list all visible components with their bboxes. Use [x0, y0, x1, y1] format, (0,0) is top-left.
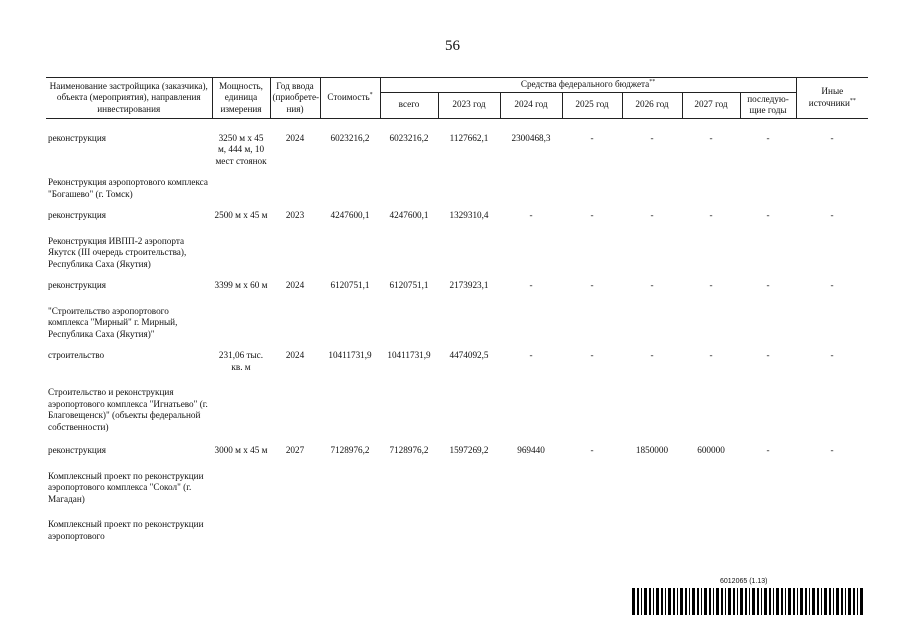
cell-y2023: 1329310,4 [449, 210, 489, 220]
cell-capacity: 3250 м х 45 м, 444 м, 10 мест стоянок [215, 132, 267, 166]
cell-capacity: 3000 м х 45 м [214, 445, 268, 455]
header-2026: 2026 год [622, 92, 682, 118]
cell-y2025: - [590, 445, 594, 455]
cell-cost: 6023216,2 [330, 132, 370, 143]
header-capacity: Мощность, единица измерения [212, 78, 270, 119]
cell-y2025: - [590, 132, 594, 143]
header-cost: Стоимость* [320, 78, 380, 119]
table-row-title [46, 519, 868, 542]
cell-y2026: 1850000 [635, 445, 669, 455]
header-later: последую- щие годы [740, 92, 796, 118]
cell-total: 10411731,9 [387, 350, 431, 360]
header-2024: 2024 год [500, 92, 562, 118]
cell-y2025: - [590, 350, 594, 360]
cell-later: - [766, 132, 770, 143]
cell-later: - [766, 280, 770, 290]
object-title: Комплексный проект по реконструкции аэропортового [48, 519, 204, 541]
cell-capacity: 2500 м х 45 м [214, 210, 268, 220]
cell-y2025: - [590, 280, 594, 290]
cell-name: строительство [48, 350, 105, 360]
cell-y2024: 2300468,3 [511, 132, 551, 143]
cell-y2023: 2173923,1 [449, 280, 489, 290]
cell-y2027: - [709, 350, 713, 360]
cell-y2023: 1127662,1 [449, 132, 489, 143]
cell-y2024: 969440 [517, 445, 545, 455]
cell-capacity: 3399 м х 60 м [214, 280, 268, 290]
cell-total: 6023216,2 [389, 132, 429, 143]
object-title: Реконструкция аэропортового комплекса "Богашево" (г. Томск) [48, 177, 208, 199]
cell-capacity: 231,06 тыс. кв. м [218, 350, 264, 372]
cell-year: 2024 [285, 280, 305, 290]
header-other: Иные источники** [796, 78, 868, 119]
object-title: Комплексный проект по реконструкции аэропортового комплекса "Сокол" (г. Магадан) [48, 470, 204, 504]
header-year: Год ввода (приобрете- ния) [270, 78, 320, 119]
cell-year: 2027 [285, 445, 305, 455]
cell-y2023: 4474092,5 [449, 350, 489, 360]
cell-y2024: - [529, 280, 533, 290]
header-2025: 2025 год [562, 92, 622, 118]
cell-year: 2024 [285, 132, 305, 143]
barcode-label: 6012065 (1.13) [720, 578, 768, 585]
table-row [46, 133, 868, 168]
cell-y2026: - [650, 350, 654, 360]
cell-y2025: - [590, 210, 594, 220]
cell-y2027: - [709, 280, 713, 290]
cell-y2027: 600000 [697, 445, 725, 455]
cell-cost: 10411731,9 [328, 350, 372, 360]
header-federal-budget: Средства федерального бюджета** [380, 78, 796, 93]
cell-y2026: - [650, 280, 654, 290]
cell-y2027: - [709, 132, 713, 143]
cell-y2023: 1597269,2 [449, 445, 489, 455]
cell-y2027: - [709, 210, 713, 220]
cell-y2024: - [529, 350, 533, 360]
object-title: Строительство и реконструкция аэропортового комплекса "Игнатьево" (г. Благовещенск)" (объекты федеральной собственности) [48, 387, 208, 432]
cell-total: 7128976,2 [389, 445, 429, 455]
cell-cost: 6120751,1 [330, 280, 370, 290]
cell-y2024: - [529, 210, 533, 220]
cell-other: - [830, 350, 834, 360]
cell-later: - [766, 445, 770, 455]
cell-name: реконструкция [48, 445, 106, 455]
cell-other: - [830, 280, 834, 290]
cell-other: - [830, 210, 834, 220]
cell-y2026: - [650, 132, 654, 143]
cell-other: - [830, 445, 834, 455]
cell-name: реконструкция [48, 132, 106, 143]
cell-y2026: - [650, 210, 654, 220]
table-row-title [46, 306, 868, 341]
cell-cost: 4247600,1 [330, 210, 370, 220]
cell-total: 4247600,1 [389, 210, 429, 220]
cell-name: реконструкция [48, 210, 106, 220]
table-row-title [46, 177, 868, 200]
header-total: всего [380, 92, 438, 118]
table-row [46, 445, 868, 457]
table-row [46, 280, 868, 292]
table-row-title [46, 236, 868, 271]
table-body [46, 118, 868, 542]
cell-year: 2023 [285, 210, 305, 220]
cell-year: 2024 [285, 350, 305, 360]
investment-table [46, 77, 868, 542]
table-row-title [46, 471, 868, 506]
header-2023: 2023 год [438, 92, 500, 118]
cell-later: - [766, 210, 770, 220]
object-title: Реконструкция ИВПП-2 аэропорта Якутск (III очередь строительства), Республика Саха (Якутия) [48, 235, 187, 269]
barcode [632, 588, 868, 615]
object-title: "Строительство аэропортового комплекса "Мирный" г. Мирный, Республика Саха (Якутия)" [48, 305, 178, 339]
cell-total: 6120751,1 [389, 280, 429, 290]
header-2027: 2027 год [682, 92, 740, 118]
cell-later: - [766, 350, 770, 360]
cell-cost: 7128976,2 [330, 445, 370, 455]
cell-name: реконструкция [48, 280, 106, 290]
cell-other: - [830, 132, 834, 143]
table-row [46, 210, 868, 222]
table-row [46, 350, 868, 373]
header-name: Наименование застройщика (заказчика), объекта (мероприятия), направления инвестирования [46, 78, 212, 119]
page-number: 56 [445, 38, 460, 54]
table-row-title [46, 387, 868, 433]
